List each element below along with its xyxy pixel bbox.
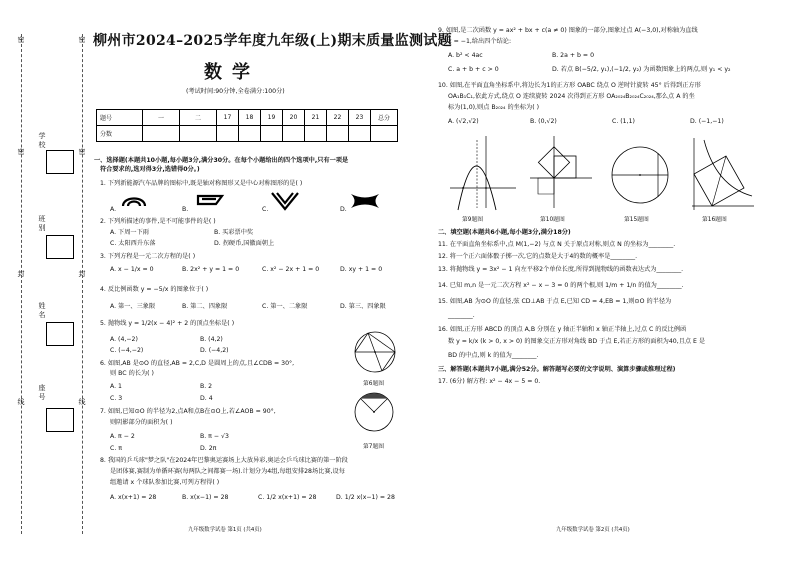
score-cell: 二 <box>180 110 217 126</box>
figure-16 <box>686 134 756 214</box>
score-cell[interactable] <box>305 126 327 142</box>
q7-option-c[interactable]: C. π <box>110 445 122 452</box>
right-page-footer: 九年级数学试卷 第2页 (共4页) <box>556 527 630 533</box>
figure-10-caption: 第10题图 <box>540 217 565 223</box>
section1-heading-cont: 符合要求的,选对得3分,选错得0分。) <box>100 166 200 173</box>
question-10-cont1: OA₁B₁C₁,依此方式,绕点 O 连续旋转 2024 次得到正方形 OA₂₀₂₄B₂₀₂₄C₂₀₂₄,那么点 A 的坐 <box>448 93 695 100</box>
seat-label: 座号 <box>38 384 46 401</box>
q5-option-b[interactable]: B. (4,2) <box>200 336 223 343</box>
score-cell[interactable] <box>180 126 217 142</box>
q4-option-c[interactable]: C. 第一、二象限 <box>262 303 308 310</box>
line-mark-right: 线 <box>78 398 86 406</box>
figure-16-caption: 第16题图 <box>702 217 727 223</box>
question-8: 8. 我国的乒乓球"梦之队"在2024年巴黎奥运赛场上大放异彩,奥运会乒乓球比赛的第一阶段 <box>100 457 348 464</box>
score-cell: 21 <box>305 110 327 126</box>
seal-mark-right: 密 <box>78 36 86 44</box>
cut-mark-right: 封 <box>78 270 86 278</box>
question-6-cont: 则 BC 的长为( ) <box>110 370 154 377</box>
q2-option-c[interactable]: C. 太阳西升东落 <box>110 240 156 247</box>
seal-mark: 密 <box>17 36 25 44</box>
score-cell[interactable] <box>349 126 371 142</box>
figure-15 <box>606 140 676 212</box>
cut-mark: 封 <box>17 270 25 278</box>
q2-option-d[interactable]: D. 拐硬币,国徽面朝上 <box>214 240 275 247</box>
score-cell[interactable] <box>239 126 261 142</box>
question-7: 7. 如图,已知⊙O 的半径为2,点A和点B在⊙O上,若∠AOB = 90°, <box>100 408 276 415</box>
logo-d-icon <box>350 192 380 210</box>
q8-option-a[interactable]: A. x(x+1) = 28 <box>110 494 157 501</box>
q2-option-a[interactable]: A. 下周一下雨 <box>110 229 149 236</box>
q4-option-b[interactable]: B. 第二、四象限 <box>182 303 228 310</box>
section2-heading: 二、填空题(本题共6小题,每小题3分,满分18分) <box>438 229 571 236</box>
question-2: 2. 下列所描述的事件,是不可能事件的是( ) <box>100 218 216 225</box>
figure-6 <box>348 328 402 376</box>
question-8-cont2: 组邀请 x 个球队参加比赛,可列方程得( ) <box>110 479 220 486</box>
logo-c-icon <box>270 190 300 212</box>
q3-option-c[interactable]: C. x² − 2x + 1 = 0 <box>262 266 320 273</box>
question-12: 12. 将一个正六面体骰子掷一次,它的点数是大于4的数的概率是________. <box>438 253 638 260</box>
binding-dashed-line <box>21 34 22 534</box>
score-cell[interactable] <box>143 126 180 142</box>
q6-option-b[interactable]: B. 2 <box>200 383 213 390</box>
score-table <box>96 109 398 142</box>
question-8-cont1: 是团体赛,赛制为单循环赛(每两队之间都赛一场).计划分为4组,每组安排28场比赛,设每 <box>110 468 345 475</box>
name-label: 姓名 <box>38 302 46 319</box>
score-cell: 分数 <box>97 126 143 142</box>
q1-option-d[interactable]: D. <box>340 206 347 213</box>
q2-option-b[interactable]: B. 买彩票中奖 <box>214 229 254 236</box>
score-cell: 18 <box>239 110 261 126</box>
line-mark: 线 <box>17 398 25 406</box>
score-cell: 总分 <box>371 110 398 126</box>
subject-title: 数学 <box>204 62 260 83</box>
logo-b-icon <box>196 193 226 207</box>
score-cell[interactable] <box>261 126 283 142</box>
name-field[interactable] <box>46 322 74 346</box>
figure-9-caption: 第9题图 <box>462 217 484 223</box>
school-field[interactable] <box>46 150 74 174</box>
q9-option-d[interactable]: D. 若点 B(−5/2, y₁),(−1/2, y₂) 为函数图象上的两点,则 y₁ < y₂ <box>552 66 731 73</box>
question-13: 13. 将抛物线 y = 3x² − 1 向左平移2个单位长度,所得到抛物线的函数表达式为________. <box>438 266 684 273</box>
score-cell: 19 <box>261 110 283 126</box>
figure-15-caption: 第15题图 <box>624 217 649 223</box>
question-3: 3. 下列方程是一元二次方程的是( ) <box>100 253 196 260</box>
school-label: 学校 <box>38 132 46 149</box>
question-4: 4. 反比例函数 y = −5/x 的图象位于( ) <box>100 286 209 293</box>
q3-option-b[interactable]: B. 2x² + y = 1 = 0 <box>182 266 240 273</box>
question-16-cont1: 数 y = k/x (k > 0, x > 0) 的图象交正方形对角线 BD 于点 E,若正方形的面积为40,且点 E 是 <box>448 338 706 345</box>
question-17: 17. (6分) 解方程: x² − 4x − 5 = 0. <box>438 378 541 385</box>
exam-title: 柳州市2024–2025学年度九年级(上)期末质量监测试题 <box>93 33 452 49</box>
q7-option-d[interactable]: D. 2π <box>200 445 217 452</box>
score-cell[interactable] <box>327 126 349 142</box>
q3-option-a[interactable]: A. x − 1/x = 0 <box>110 266 154 273</box>
q8-option-c[interactable]: C. 1/2 x(x+1) = 28 <box>258 494 317 501</box>
question-9-cont: x = −1,给出四个结论: <box>448 38 512 45</box>
q9-option-b[interactable]: B. 2a + b = 0 <box>552 52 595 59</box>
question-5: 5. 抛物线 y = 1/2(x − 4)² + 2 的顶点坐标是( ) <box>100 320 235 327</box>
figure-10 <box>526 132 596 212</box>
left-page-footer: 九年级数学试卷 第1页 (共4页) <box>188 527 262 533</box>
q9-option-c[interactable]: C. a + b + c > 0 <box>448 66 499 73</box>
q7-option-b[interactable]: B. π − √3 <box>200 433 229 440</box>
figure-6-caption: 第6题图 <box>363 381 385 387</box>
question-7-cont: 则阴影部分的面积为( ) <box>110 419 173 426</box>
class-label: 班别 <box>38 215 46 232</box>
question-15-cont: ________. <box>448 312 475 319</box>
figure-9 <box>446 132 518 212</box>
logo-a-icon <box>120 192 148 210</box>
binding-dashed-line-right <box>82 34 83 534</box>
score-table-score-row <box>97 126 398 142</box>
q10-option-c[interactable]: C. (1,1) <box>612 118 635 125</box>
q10-option-b[interactable]: B. (0,√2) <box>530 118 557 125</box>
q8-option-d[interactable]: D. 1/2 x(x−1) = 28 <box>336 494 395 501</box>
q5-option-c[interactable]: C. (−4,−2) <box>110 347 144 354</box>
question-11: 11. 在平面直角坐标系中,点 M(1,−2) 与点 N 关于原点对称,则点 N 的坐标为________. <box>438 241 676 248</box>
seat-field[interactable] <box>46 408 74 432</box>
q10-option-d[interactable]: D. (−1,−1) <box>690 118 724 125</box>
score-cell[interactable] <box>217 126 239 142</box>
q10-option-a[interactable]: A. (√2,√2) <box>448 118 479 125</box>
score-cell: 17 <box>217 110 239 126</box>
score-cell: 题号 <box>97 110 143 126</box>
q6-option-a[interactable]: A. 1 <box>110 383 122 390</box>
q6-option-c[interactable]: C. 3 <box>110 395 123 402</box>
q1-option-b[interactable]: B. <box>182 206 189 213</box>
figure-7 <box>350 390 398 438</box>
section1-heading: 一、选择题(本题共10小题,每小题3分,满分30分。在每个小题给出的四个选项中,只有一项是 <box>94 157 349 164</box>
question-15: 15. 如图,AB 为⊙O 的直径,弦 CD⊥AB 于点 E,已知 CD = 4,EB = 1,则⊙O 的半径为 <box>438 298 672 305</box>
score-cell[interactable] <box>283 126 305 142</box>
seal-mark-2: 密 <box>17 148 25 156</box>
class-field[interactable] <box>46 235 74 259</box>
section3-heading: 三、解答题(本题共7小题,满分52分。解答题写必要的文字说明、演算步骤或推理过程) <box>438 366 676 373</box>
seal-mark-2-right: 密 <box>78 148 86 156</box>
q7-option-a[interactable]: A. π − 2 <box>110 433 135 440</box>
q8-option-b[interactable]: B. x(x−1) = 28 <box>182 494 229 501</box>
question-14: 14. 已知 m,n 是一元二次方程 x² − x − 3 = 0 的两个根,则 1/m + 1/n 的值为________. <box>438 282 684 289</box>
q5-option-d[interactable]: D. (−4,2) <box>200 347 229 354</box>
question-6: 6. 如图,AB 是⊙O 的直径,AB = 2,C,D 是圆周上的点,且∠CDB = 30°, <box>100 360 295 367</box>
score-cell: 23 <box>349 110 371 126</box>
question-16-cont2: BD 的中点,则 k 的值为________. <box>448 352 539 359</box>
q3-option-d[interactable]: D. xy + 1 = 0 <box>340 266 383 273</box>
question-1: 1. 下列新能源汽车品牌的图标中,既是轴对称图形又是中心对称图形的是( ) <box>100 180 303 187</box>
q6-option-d[interactable]: D. 4 <box>200 395 213 402</box>
question-10: 10. 如图,在平面直角坐标系中,将边长为1的正方形 OABC 绕点 O 逆时针旋转 45° 后得到正方形 <box>438 82 701 89</box>
exam-info: (考试时间:90分钟,全卷满分:100分) <box>186 88 285 95</box>
question-16: 16. 如图,正方形 ABCD 的顶点 A,B 分别在 y 轴正半轴和 x 轴正半轴上,过点 C 的反比例函 <box>438 326 687 333</box>
question-10-cont2: 标为(1,0),则点 B₂₀₂₄ 的坐标为( ) <box>448 104 540 111</box>
score-cell: 22 <box>327 110 349 126</box>
q1-option-c[interactable]: C. <box>262 206 269 213</box>
figure-7-caption: 第7题图 <box>363 444 385 450</box>
score-cell: 20 <box>283 110 305 126</box>
score-table-header-row <box>97 110 398 126</box>
q4-option-a[interactable]: A. 第一、三象限 <box>110 303 156 310</box>
q9-option-a[interactable]: A. b² < 4ac <box>448 52 483 59</box>
q1-option-a[interactable]: A. <box>110 206 117 213</box>
score-cell[interactable] <box>371 126 398 142</box>
score-cell: 一 <box>143 110 180 126</box>
q5-option-a[interactable]: A. (4,−2) <box>110 336 138 343</box>
q4-option-d[interactable]: D. 第三、四象限 <box>340 303 386 310</box>
question-9: 9. 如图,是二次函数 y = ax² + bx + c(a ≠ 0) 图象的一部分,图象过点 A(−3,0),对称轴为直线 <box>438 27 698 34</box>
